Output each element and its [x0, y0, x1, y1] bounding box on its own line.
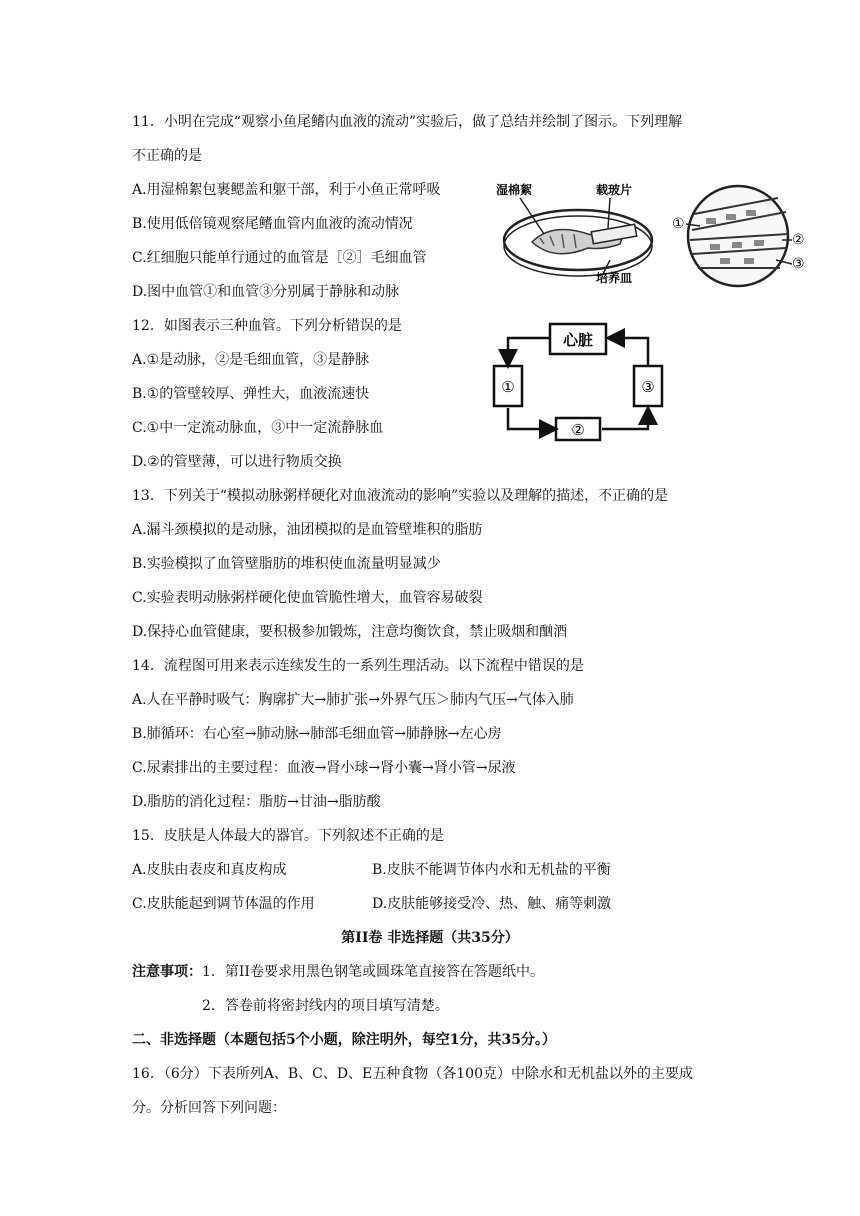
notice-line-1	[132, 962, 544, 982]
q16-stem-line1: 16．（6分）下表所列A、B、C、D、E五种食物（各100克）中除水和无机盐以外的主要成	[132, 1066, 693, 1082]
notice-item-2: 2．答卷前将密封线内的项目填写清楚。	[202, 998, 449, 1014]
microscope-view	[688, 186, 788, 286]
vessel-loop-figure	[490, 320, 668, 444]
marker-1: ①	[672, 216, 685, 232]
q14-option-c: C.尿素排出的主要过程：血液→肾小球→肾小囊→肾小管→尿液	[132, 760, 516, 776]
q12-option-b: B.①的管壁较厚、弹性大，血液流速快	[132, 386, 370, 402]
q13-option-b: B.实验模拟了血管壁脂肪的堆积使血流量明显减少	[132, 556, 441, 572]
q12-option-d: D.②的管壁薄，可以进行物质交换	[132, 454, 342, 470]
notice-item-1: 1．第II卷要求用黑色钢笔或圆珠笔直接答在答题纸中。	[202, 964, 544, 980]
q15-stem: 15．皮肤是人体最大的器官。下列叙述不正确的是	[132, 828, 444, 844]
marker-3: ③	[792, 256, 805, 272]
vessel-1-label: ①	[501, 378, 515, 396]
part-heading: 二、非选择题（本题包括5个小题，除注明外，每空1分，共35分。）	[132, 1032, 556, 1048]
q12-stem: 12．如图表示三种血管。下列分析错误的是	[132, 318, 402, 334]
q11-option-a: A.用湿棉絮包裹鳃盖和躯干部，利于小鱼正常呼吸	[132, 182, 441, 198]
q11-stem-line2: 不正确的是	[132, 148, 202, 164]
section-title: 第II卷 非选择题（共35分）	[341, 930, 519, 946]
q16-stem-line2: 分。分析回答下列问题：	[132, 1100, 286, 1116]
q11-stem-line1: 11．小明在完成“观察小鱼尾鳍内血液的流动”实验后，做了总结并绘制了图示。下列理解	[132, 114, 683, 130]
label-cotton: 湿棉絮	[496, 183, 533, 197]
vessel-3-label: ③	[641, 378, 655, 396]
q13-option-a: A.漏斗颈模拟的是动脉，油团模拟的是血管壁堆积的脂肪	[132, 522, 483, 538]
label-dish: 培养皿	[596, 271, 633, 285]
fish-tail-figure	[492, 178, 820, 290]
q11-option-b: B.使用低倍镜观察尾鳍血管内血液的流动情况	[132, 216, 413, 232]
q14-stem: 14．流程图可用来表示连续发生的一系列生理活动。以下流程中错误的是	[132, 658, 584, 674]
q12-option-a: A.①是动脉，②是毛细血管，③是静脉	[132, 352, 370, 368]
q14-option-a: A.人在平静时吸气：胸廓扩大→肺扩张→外界气压＞肺内气压→气体入肺	[132, 692, 574, 708]
heart-label: 心脏	[562, 331, 594, 349]
q11-option-d: D.图中血管①和血管③分别属于静脉和动脉	[132, 284, 400, 300]
q13-option-c: C.实验表明动脉粥样硬化使血管脆性增大，血管容易破裂	[132, 590, 483, 606]
q15-option-c: C.皮肤能起到调节体温的作用	[132, 896, 315, 912]
q15-option-d: D.皮肤能够接受冷、热、触、痛等刺激	[372, 896, 612, 912]
q13-option-d: D.保持心血管健康，要积极参加锻炼，注意均衡饮食，禁止吸烟和酗酒	[132, 624, 568, 640]
glass-slide	[591, 224, 636, 243]
q12-option-c: C.①中一定流动脉血，③中一定流静脉血	[132, 420, 384, 436]
q15-option-b: B.皮肤不能调节体内水和无机盐的平衡	[372, 862, 611, 878]
vessel-2-label: ②	[571, 421, 585, 439]
q13-stem: 13．下列关于“模拟动脉粥样硬化对血液流动的影响”实验以及理解的描述，不正确的是	[132, 488, 669, 504]
marker-2: ②	[792, 232, 805, 248]
notice-label: 注意事项：	[132, 964, 202, 980]
q14-option-b: B.肺循环：右心室→肺动脉→肺部毛细血管→肺静脉→左心房	[132, 726, 502, 742]
q15-option-a: A.皮肤由表皮和真皮构成	[132, 862, 287, 878]
q11-option-c: C.红细胞只能单行通过的血管是［②］毛细血管	[132, 250, 427, 266]
label-slide: 载玻片	[596, 183, 633, 197]
q14-option-d: D.脂肪的消化过程：脂肪→甘油→脂肪酸	[132, 794, 381, 810]
